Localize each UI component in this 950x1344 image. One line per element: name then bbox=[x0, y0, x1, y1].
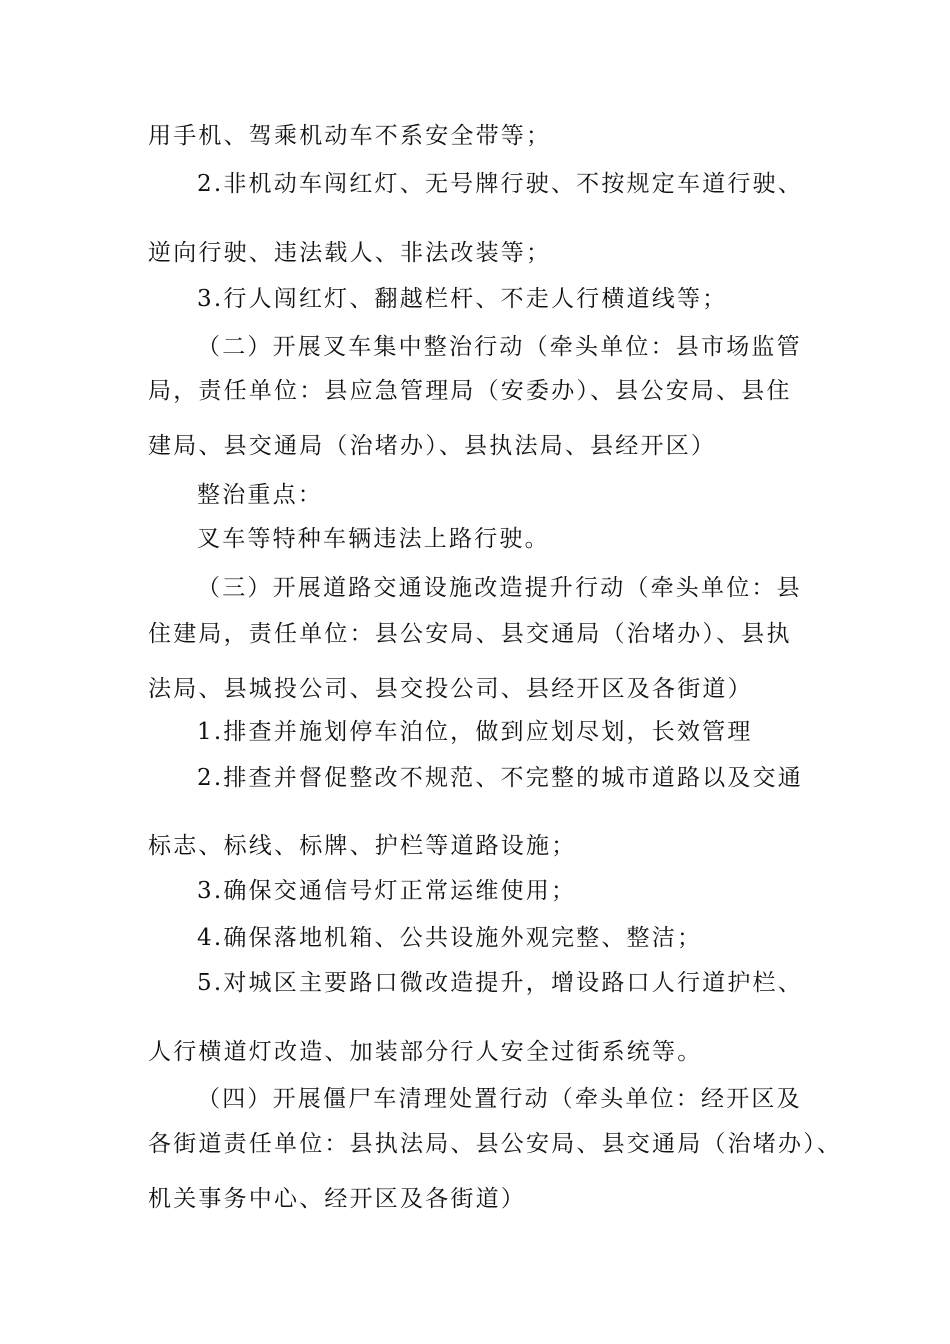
text-line-9: 叉车等特种车辆违法上路行驶。 bbox=[197, 526, 550, 552]
text-line-2: 2.非机动车闯红灯、无号牌行驶、不按规定车道行驶、 bbox=[197, 171, 803, 197]
text-line-16: 3.确保交通信号灯正常运维使用； bbox=[197, 878, 577, 904]
section-heading-3: （三）开展道路交通设施改造提升行动（牵头单位：县 bbox=[197, 575, 802, 601]
text-line-8: 整治重点： bbox=[197, 482, 323, 508]
text-line-12: 法局、县城投公司、县交投公司、县经开区及各街道） bbox=[148, 676, 753, 702]
text-line-7: 建局、县交通局（治堵办）、县执法局、县经开区） bbox=[148, 433, 717, 459]
text-line-4: 3.行人闯红灯、翻越栏杆、不走人行横道线等； bbox=[197, 286, 728, 312]
text-line-21: 各街道责任单位：县执法局、县公安局、县交通局（治堵办）、 bbox=[148, 1131, 843, 1157]
text-line-15: 标志、标线、标牌、护栏等道路设施； bbox=[148, 833, 577, 859]
text-line-3: 逆向行驶、违法载人、非法改装等； bbox=[148, 240, 552, 266]
text-line-18: 5.对城区主要路口微改造提升，增设路口人行道护栏、 bbox=[197, 970, 803, 996]
text-line-19: 人行横道灯改造、加装部分行人安全过街系统等。 bbox=[148, 1039, 703, 1065]
text-line-14: 2.排查并督促整改不规范、不完整的城市道路以及交通 bbox=[197, 765, 803, 791]
text-line-22: 机关事务中心、经开区及各街道） bbox=[148, 1186, 526, 1212]
section-heading-2: （二）开展叉车集中整治行动（牵头单位：县市场监管 bbox=[197, 334, 802, 360]
section-heading-4: （四）开展僵尸车清理处置行动（牵头单位：经开区及 bbox=[197, 1086, 802, 1112]
text-line-1: 用手机、驾乘机动车不系安全带等； bbox=[148, 123, 552, 149]
text-line-17: 4.确保落地机箱、公共设施外观完整、整洁； bbox=[197, 925, 703, 951]
text-line-6: 局，责任单位：县应急管理局（安委办）、县公安局、县住 bbox=[148, 378, 792, 404]
text-line-11: 住建局，责任单位：县公安局、县交通局（治堵办）、县执 bbox=[148, 621, 792, 647]
text-line-13: 1.排查并施划停车泊位，做到应划尽划，长效管理 bbox=[197, 719, 753, 745]
